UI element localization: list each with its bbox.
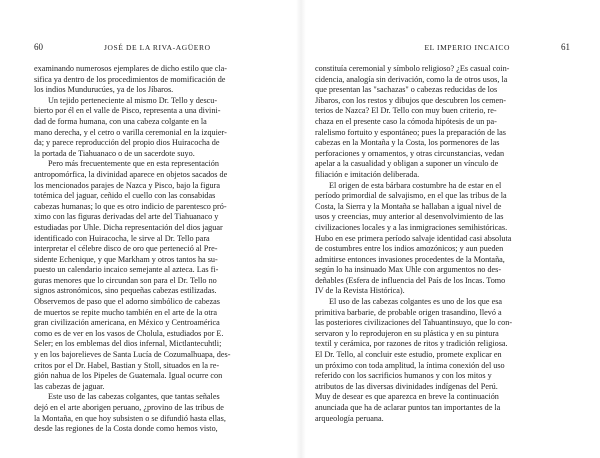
left-page-number: 60 xyxy=(34,42,43,52)
text-line: un próximo con toda amplitud, la íntima conexión del uso xyxy=(315,360,505,370)
text-line: antropomórfica, la divinidad aparece en objetos sacados de xyxy=(34,169,228,179)
book-gutter xyxy=(296,0,306,458)
text-line: mano derecha, y el cetro o varilla ceremonial en la izquier- xyxy=(34,127,227,137)
text-line: los indios Mundurucúes, ya de los Jíbaros. xyxy=(34,85,174,95)
text-line: cidencia, analogía sin derivación, como la de otros usos, la xyxy=(315,74,508,84)
text-line: apelar a la casualidad y obligan a suponer un vínculo de xyxy=(315,159,499,169)
text-line: sidente Echenique, y que Markham y otros tantos ha su- xyxy=(34,254,218,264)
text-line: textil y cerámica, por razones de ritos y tradición religiosa. xyxy=(315,339,508,349)
right-page-number: 61 xyxy=(561,42,570,52)
text-line: gión nahua de los Pipeles de Guatemala. Igual ocurre con xyxy=(34,371,223,381)
text-line: El uso de las cabezas colgantes es uno de los que esa xyxy=(329,297,503,307)
text-line: ralelismo fortuito y espontáneo; pues la preparación de las xyxy=(315,127,506,137)
text-line: sifica ya dentro de los procedimientos de momificación de xyxy=(34,74,226,84)
text-line: como es de ver en los vasos de Cholula, estudiados por E. xyxy=(34,328,224,338)
text-line: la Montaña, en que hoy subsisten o se difundió hasta ellas, xyxy=(34,413,226,423)
text-line: Pero más frecuentemente que en esta representación xyxy=(48,159,219,169)
left-running-head: JOSÉ DE LA RIVA-AGÜERO xyxy=(104,43,211,52)
text-line: deñables (Esfera de influencia del País de los Incas. Tomo xyxy=(315,275,506,285)
text-line: IV de la Revista Histórica). xyxy=(315,286,405,296)
text-line: perforaciones y ornamentos, y otras circunstancias, vedan xyxy=(315,148,505,158)
text-line: y en los bajorelieves de Santa Lucía de Cozumalhuapa, des- xyxy=(34,350,231,360)
right-running-head: EL IMPERIO INCAICO xyxy=(424,43,510,52)
text-line: critos por el Dr. Habel, Bastian y Stoll, situados en la re- xyxy=(34,360,220,370)
text-line: servaron y lo reprodujeron en su plástica y en su pintura xyxy=(315,328,499,338)
text-line: que presentan las "sachazas" o cabezas reducidas de los xyxy=(315,85,498,95)
text-line: ximo con las figuras derivadas del arte del Tiahuanaco y xyxy=(34,212,219,222)
text-line: El origen de esta bárbara costumbre ha de estar en el xyxy=(329,180,502,190)
text-line: las cabezas de jaguar. xyxy=(34,381,105,391)
text-line: desde las regiones de la Costa donde como hemos visto, xyxy=(34,424,218,434)
text-line: signos astronómicos, sino pequeñas cabezas estilizadas. xyxy=(34,286,217,296)
text-line: Jíbaros, con los restos y dibujos que descubren los cemen- xyxy=(315,95,507,105)
text-line: Observemos de paso que el adorno simbólico de cabezas xyxy=(34,297,220,307)
text-line: Muy de desear es que aparezca en breve la continuación xyxy=(315,392,499,402)
right-page xyxy=(315,42,570,424)
text-line: identificado con Huiracocha, le sirve al Dr. Tello para xyxy=(34,233,210,243)
text-line: arqueología peruana. xyxy=(315,413,384,423)
text-line: da; y parece reproducción del propio dios Huiracocha de xyxy=(34,138,220,148)
left-page-body xyxy=(34,64,289,435)
text-line: puesto un calendario incaico semejante al azteca. Las fi- xyxy=(34,265,219,275)
text-line: período primordial de salvajismo, en el que las tribus de la xyxy=(315,191,507,201)
text-line: dad de forma humana, con una cabeza colgante en la xyxy=(34,116,207,126)
text-line: anunciada que ha de aclarar puntos tan importantes de la xyxy=(315,403,501,412)
text-line: civilizaciones locales y a las inmigraciones semihistóricas. xyxy=(315,222,508,232)
text-line: atributos de las diversas divinidades indígenas del Perú. xyxy=(315,381,498,391)
text-line: filiación e imitación deliberada. xyxy=(315,169,420,179)
text-line: examinando numerosos ejemplares de dicho estilo que cla- xyxy=(34,64,228,73)
text-line: terios de Nazca? El Dr. Tello con muy buen criterio, re- xyxy=(315,106,497,116)
text-line: constituía ceremonial y símbolo religioso? ¿Es casual coin- xyxy=(315,64,510,73)
text-line: chaza en el presente caso la cómoda hipótesis de un pa- xyxy=(315,116,497,126)
text-line: Hubo en ese primera período salvaje identidad casi absoluta xyxy=(315,233,512,243)
text-line: referido con los sacrificios humanos y con los mitos y xyxy=(315,371,492,381)
text-line: cabezas en la Montaña y la Costa, los pormenores de las xyxy=(315,138,500,148)
text-line: según lo ha insinuado Max Uhle con argumentos no des- xyxy=(315,265,502,275)
text-line: Este uso de las cabezas colgantes, que tantas señales xyxy=(48,392,220,402)
left-page xyxy=(34,42,289,435)
left-page-header xyxy=(34,42,289,56)
text-line: de muertos se repite mucho también en el arte de la otra xyxy=(34,307,218,317)
text-line: El Dr. Tello, al concluir este estudio, promete explicar en xyxy=(315,350,502,360)
text-line: Un tejido perteneciente al mismo Dr. Tello y descu- xyxy=(48,95,218,105)
text-line: bierto por él en el valle de Pisco, representa a una divini- xyxy=(34,106,221,116)
text-line: Seler; en los emblemas del dios infernal, Mictlantecuhtli; xyxy=(34,339,222,349)
text-line: dejó en el arte aborigen peruano, ¿provino de las tribus de xyxy=(34,403,224,412)
text-line: Costa, la Sierra y la Montaña se hallaban a igual nivel de xyxy=(315,201,502,211)
text-line: totémica del jaguar, ceñido el cuello con las consabidas xyxy=(34,191,216,201)
text-line: usos y creencias, muy anterior al desenvolvimiento de las xyxy=(315,212,504,222)
text-line: gran civilización americana, en México y Centroamérica xyxy=(34,318,220,328)
text-line: los mencionados parajes de Nazca y Pisco, bajo la figura xyxy=(34,180,220,190)
text-line: la portada de Tiahuanaco o de un sacerdote suyo. xyxy=(34,148,195,158)
right-page-header xyxy=(315,42,570,56)
text-line: primitiva barbarie, de probable origen trasandino, llevó a xyxy=(315,307,502,317)
text-line: de costumbres entre los indios amozónicos; y aun pueden xyxy=(315,244,504,254)
text-line: cabezas humanas; lo que es otro indicio de parentesco pró- xyxy=(34,201,227,211)
text-line: las posteriores civilizaciones del Tahuantinsuyo, que lo con- xyxy=(315,318,513,328)
text-line: admitirse entonces invasiones procedentes de la Montaña, xyxy=(315,254,505,264)
text-line: estudiadas por Uhle. Dicha representación del dios jaguar xyxy=(34,222,223,232)
text-line: interpretar el célebre disco de oro que perteneció al Pre- xyxy=(34,244,218,254)
text-line: guras menores que lo circundan son para el Dr. Tello no xyxy=(34,275,217,285)
right-page-body xyxy=(315,64,570,424)
